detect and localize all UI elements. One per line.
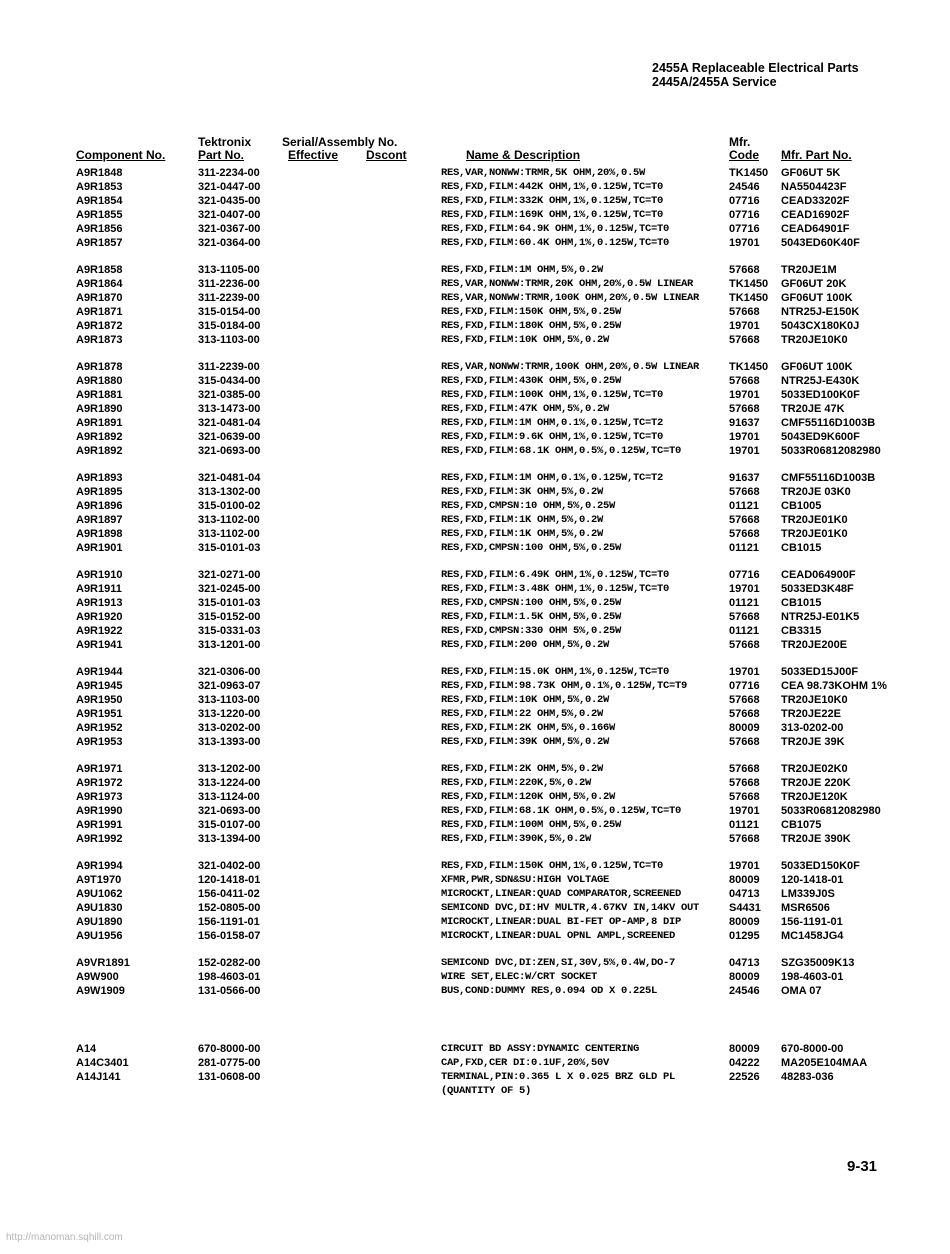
mfr-code: 07716 [729,680,760,692]
component-number: A9R1880 [76,375,123,387]
part-description: RES,FXD,FILM:150K OHM,1%,0.125W,TC=T0 [441,860,664,872]
part-description: SEMICOND DVC,DI:ZEN,SI,30V,5%,0.4W,DO-7 [441,957,676,969]
col-serial-assembly: Serial/Assembly No. [282,135,398,149]
part-description: MICROCKT,LINEAR:QUAD COMPARATOR,SCREENED [441,888,682,900]
part-description: RES,FXD,FILM:100K OHM,1%,0.125W,TC=T0 [441,389,664,401]
tektronix-part-number: 311-2239-00 [198,361,260,373]
mfr-part-number: TR20JE1M [781,264,837,276]
mfr-part-number: 313-0202-00 [781,722,844,734]
tektronix-part-number: 321-0402-00 [198,860,261,872]
mfr-code: 80009 [729,916,760,928]
tektronix-part-number: 321-0367-00 [198,223,261,235]
part-description: RES,FXD,FILM:390K,5%,0.2W [441,833,592,845]
mfr-part-number: TR20JE10K0 [781,694,848,706]
header-subtitle: 2445A/2455A Service [652,75,777,89]
tektronix-part-number: 321-0693-00 [198,805,261,817]
tektronix-part-number: 313-1124-00 [198,791,260,803]
tektronix-part-number: 321-0481-04 [198,417,261,429]
component-number: A9R1892 [76,445,123,457]
mfr-part-number: SZG35009K13 [781,957,855,969]
part-description: RES,FXD,CMPSN:10 OHM,5%,0.25W [441,500,616,512]
tektronix-part-number: 321-0963-07 [198,680,261,692]
tektronix-part-number: 313-0202-00 [198,722,261,734]
col-effective: Effective [288,148,339,162]
mfr-code: 57668 [729,334,760,346]
mfr-part-number: TR20JE 39K [781,736,845,748]
tektronix-part-number: 313-1201-00 [198,639,261,651]
mfr-part-number: CMF55116D1003B [781,417,876,429]
tektronix-part-number: 315-0331-03 [198,625,261,637]
part-description: RES,FXD,FILM:220K,5%,0.2W [441,777,592,789]
component-number: A9R1857 [76,237,123,249]
mfr-code: 19701 [729,237,760,249]
component-number: A9R1893 [76,472,123,484]
tektronix-part-number: 313-1224-00 [198,777,261,789]
mfr-code: 19701 [729,389,760,401]
component-number: A9R1864 [76,278,123,290]
tektronix-part-number: 131-0566-00 [198,985,261,997]
component-number: A9R1881 [76,389,123,401]
component-number: A9W1909 [76,985,125,997]
mfr-code: 80009 [729,722,760,734]
component-number: A9R1952 [76,722,123,734]
mfr-code: 24546 [729,181,760,193]
mfr-part-number: TR20JE 47K [781,403,845,415]
component-number: A9R1971 [76,763,123,775]
component-number: A9R1871 [76,306,123,318]
mfr-code: 80009 [729,874,760,886]
tektronix-part-number: 670-8000-00 [198,1043,261,1055]
tektronix-part-number: 313-1102-00 [198,528,260,540]
part-description: RES,FXD,FILM:9.6K OHM,1%,0.125W,TC=T0 [441,431,664,443]
mfr-part-number: 198-4603-01 [781,971,844,983]
mfr-part-number: CEAD16902F [781,209,850,221]
part-description: RES,VAR,NONWW:TRMR,100K OHM,20%,0.5W LINEAR [441,361,700,373]
col-name-description: Name & Description [466,148,581,162]
mfr-code: 57668 [729,403,760,415]
part-description: RES,FXD,FILM:430K OHM,5%,0.25W [441,375,622,387]
mfr-code: 57668 [729,833,760,845]
col-component-no: Component No. [76,148,166,162]
component-number: A9R1892 [76,431,123,443]
component-number: A9R1992 [76,833,123,845]
mfr-part-number: TR20JE 03K0 [781,486,851,498]
mfr-code: 01295 [729,930,760,942]
tektronix-part-number: 315-0184-00 [198,320,261,332]
mfr-part-number: CEA 98.73KOHM 1% [781,680,887,692]
mfr-code: 19701 [729,583,760,595]
col-part-no: Part No. [198,148,245,162]
part-description: RES,FXD,CMPSN:100 OHM,5%,0.25W [441,597,622,609]
mfr-part-number: 5043ED60K40F [781,237,860,249]
mfr-part-number: GF06UT 100K [781,292,853,304]
tektronix-part-number: 313-1473-00 [198,403,261,415]
tektronix-part-number: 313-1202-00 [198,763,261,775]
tektronix-part-number: 321-0693-00 [198,445,261,457]
part-description: RES,FXD,FILM:6.49K OHM,1%,0.125W,TC=T0 [441,569,670,581]
part-description: RES,FXD,FILM:1M OHM,5%,0.2W [441,264,604,276]
component-number: A9R1858 [76,264,123,276]
mfr-code: 57668 [729,694,760,706]
tektronix-part-number: 313-1102-00 [198,514,260,526]
tektronix-part-number: 313-1105-00 [198,264,260,276]
tektronix-part-number: 313-1103-00 [198,334,260,346]
component-number: A9R1848 [76,167,123,179]
mfr-code: 04713 [729,957,760,969]
mfr-code: 01121 [729,625,759,637]
component-number: A14J141 [76,1071,121,1083]
mfr-part-number: TR20JE22E [781,708,841,720]
mfr-part-number: CB1015 [781,542,822,554]
part-description: RES,FXD,FILM:10K OHM,5%,0.2W [441,694,610,706]
mfr-code: 01121 [729,597,759,609]
component-number: A9R1994 [76,860,123,872]
component-number: A9R1873 [76,334,123,346]
part-description: RES,FXD,FILM:100M OHM,5%,0.25W [441,819,622,831]
mfr-code: 91637 [729,417,760,429]
component-number: A9R1972 [76,777,123,789]
mfr-part-number: GF06UT 5K [781,167,841,179]
mfr-part-number: MA205E104MAA [781,1057,868,1069]
mfr-code: S4431 [729,902,761,914]
component-number: A9R1856 [76,223,123,235]
mfr-part-number: TR20JE01K0 [781,514,848,526]
watermark-url: http://manoman.sqhill.com [6,1232,123,1243]
tektronix-part-number: 315-0100-02 [198,500,261,512]
component-number: A9W900 [76,971,119,983]
mfr-part-number: CEAD064900F [781,569,856,581]
component-number: A9U1062 [76,888,123,900]
page-number: 9-31 [847,1158,878,1175]
component-number: A9R1990 [76,805,123,817]
mfr-part-number: 120-1418-01 [781,874,844,886]
mfr-part-number: OMA 07 [781,985,822,997]
tektronix-part-number: 321-0385-00 [198,389,261,401]
mfr-code: 07716 [729,195,760,207]
mfr-code: 07716 [729,223,760,235]
tektronix-part-number: 156-0158-07 [198,930,261,942]
col-mfr-part-no: Mfr. Part No. [781,148,852,162]
tektronix-part-number: 131-0608-00 [198,1071,261,1083]
tektronix-part-number: 313-1302-00 [198,486,261,498]
component-number: A9R1898 [76,528,123,540]
mfr-code: 57668 [729,306,760,318]
mfr-code: 57668 [729,791,760,803]
mfr-part-number: 5043CX180K0J [781,320,860,332]
tektronix-part-number: 315-0107-00 [198,819,261,831]
component-number: A9R1953 [76,736,123,748]
mfr-code: TK1450 [729,167,769,179]
part-description: RES,VAR,NONWW:TRMR,5K OHM,20%,0.5W [441,167,646,179]
component-number: A9R1922 [76,625,123,637]
tektronix-part-number: 313-1393-00 [198,736,261,748]
mfr-part-number: NTR25J-E150K [781,306,860,318]
component-number: A9R1920 [76,611,123,623]
component-number: A9U1830 [76,902,123,914]
tektronix-part-number: 313-1220-00 [198,708,261,720]
part-description: RES,FXD,FILM:332K OHM,1%,0.125W,TC=T0 [441,195,664,207]
component-number: A9R1944 [76,666,123,678]
mfr-part-number: CEAD64901F [781,223,850,235]
tektronix-part-number: 311-2234-00 [198,167,260,179]
page-header [652,61,859,89]
component-number: A9T1970 [76,874,122,886]
mfr-part-number: TR20JE10K0 [781,334,848,346]
part-description: RES,VAR,NONWW:TRMR,20K OHM,20%,0.5W LINEAR [441,278,694,290]
mfr-part-number: CB3315 [781,625,822,637]
header-title: 2455A Replaceable Electrical Parts [652,61,859,75]
col-dscont: Dscont [366,148,407,162]
mfr-code: 07716 [729,209,760,221]
part-description: RES,FXD,CMPSN:330 OHM 5%,0.25W [441,625,622,637]
mfr-code: 91637 [729,472,760,484]
mfr-part-number: 156-1191-01 [781,916,843,928]
mfr-part-number: TR20JE 220K [781,777,851,789]
col-tektronix: Tektronix [198,135,252,149]
mfr-part-number: 5033ED150K0F [781,860,860,872]
mfr-part-number: NA5504423F [781,181,847,193]
component-number: A9R1855 [76,209,123,221]
part-description: RES,FXD,FILM:22 OHM,5%,0.2W [441,708,604,720]
component-number: A9R1941 [76,639,123,651]
col-mfr: Mfr. [729,135,751,149]
part-description: RES,FXD,FILM:1K OHM,5%,0.2W [441,528,604,540]
mfr-code: 57668 [729,264,760,276]
tektronix-part-number: 321-0364-00 [198,237,261,249]
part-description: RES,FXD,FILM:68.1K OHM,0.5%,0.125W,TC=T0 [441,445,682,457]
part-description: RES,FXD,FILM:2K OHM,5%,0.2W [441,763,604,775]
part-description: RES,FXD,FILM:180K OHM,5%,0.25W [441,320,622,332]
component-number: A9R1891 [76,417,123,429]
mfr-part-number: TR20JE01K0 [781,528,848,540]
component-number: A14C3401 [76,1057,129,1069]
component-number: A9R1854 [76,195,123,207]
mfr-code: 19701 [729,666,760,678]
part-description: MICROCKT,LINEAR:DUAL OPNL AMPL,SCREENED [441,930,676,942]
part-description: XFMR,PWR,SDN&SU:HIGH VOLTAGE [441,874,610,886]
component-number: A9R1991 [76,819,123,831]
component-number: A9R1890 [76,403,123,415]
mfr-code: 80009 [729,971,760,983]
mfr-code: TK1450 [729,361,769,373]
part-description: RES,FXD,CMPSN:100 OHM,5%,0.25W [441,542,622,554]
part-description: RES,FXD,FILM:169K OHM,1%,0.125W,TC=T0 [441,209,664,221]
tektronix-part-number: 315-0434-00 [198,375,261,387]
mfr-code: 01121 [729,819,759,831]
tektronix-part-number: 311-2236-00 [198,278,260,290]
component-number: A14 [76,1043,97,1055]
tektronix-part-number: 315-0152-00 [198,611,261,623]
part-description: RES,FXD,FILM:98.73K OHM,0.1%,0.125W,TC=T9 [441,680,688,692]
tektronix-part-number: 313-1103-00 [198,694,260,706]
part-description: RES,FXD,FILM:10K OHM,5%,0.2W [441,334,610,346]
part-description: RES,FXD,FILM:150K OHM,5%,0.25W [441,306,622,318]
mfr-part-number: 5043ED9K600F [781,431,860,443]
mfr-part-number: 5033R06812082980 [781,445,881,457]
mfr-code: 57668 [729,736,760,748]
mfr-code: 19701 [729,431,760,443]
component-number: A9R1951 [76,708,123,720]
part-description: RES,FXD,FILM:64.9K OHM,1%,0.125W,TC=T0 [441,223,670,235]
mfr-code: 19701 [729,445,760,457]
component-number: A9R1913 [76,597,123,609]
component-number: A9R1878 [76,361,123,373]
part-description: RES,FXD,FILM:1M OHM,0.1%,0.125W,TC=T2 [441,472,664,484]
tektronix-part-number: 313-1394-00 [198,833,261,845]
mfr-code: 57668 [729,528,760,540]
mfr-code: 19701 [729,320,760,332]
mfr-code: 57668 [729,763,760,775]
part-description: RES,FXD,FILM:68.1K OHM,0.5%,0.125W,TC=T0 [441,805,682,817]
mfr-code: 57668 [729,611,760,623]
mfr-code: 57668 [729,777,760,789]
component-number: A9R1870 [76,292,123,304]
col-code: Code [729,148,759,162]
mfr-code: 19701 [729,860,760,872]
tektronix-part-number: 152-0282-00 [198,957,261,969]
component-number: A9R1910 [76,569,123,581]
component-number: A9U1890 [76,916,123,928]
part-description: RES,FXD,FILM:47K OHM,5%,0.2W [441,403,610,415]
part-description: RES,FXD,FILM:200 OHM,5%,0.2W [441,639,610,651]
tektronix-part-number: 321-0639-00 [198,431,261,443]
mfr-part-number: NTR25J-E430K [781,375,860,387]
mfr-part-number: 5033R06812082980 [781,805,881,817]
part-description: RES,FXD,FILM:442K OHM,1%,0.125W,TC=T0 [441,181,664,193]
tektronix-part-number: 321-0481-04 [198,472,261,484]
part-description: RES,VAR,NONWW:TRMR,100K OHM,20%,0.5W LINEAR [441,292,700,304]
tektronix-part-number: 198-4603-01 [198,971,261,983]
part-description: RES,FXD,FILM:2K OHM,5%,0.166W [441,722,616,734]
part-description: RES,FXD,FILM:15.0K OHM,1%,0.125W,TC=T0 [441,666,670,678]
part-description: WIRE SET,ELEC:W/CRT SOCKET [441,971,598,983]
tektronix-part-number: 281-0775-00 [198,1057,261,1069]
tektronix-part-number: 120-1418-01 [198,874,261,886]
mfr-part-number: GF06UT 20K [781,278,847,290]
mfr-code: TK1450 [729,292,769,304]
mfr-part-number: TR20JE200E [781,639,848,651]
tektronix-part-number: 321-0435-00 [198,195,261,207]
tektronix-part-number: 315-0154-00 [198,306,261,318]
tektronix-part-number: 315-0101-03 [198,542,261,554]
part-description: RES,FXD,FILM:120K OHM,5%,0.2W [441,791,616,803]
mfr-code: 57668 [729,486,760,498]
tektronix-part-number: 315-0101-03 [198,597,261,609]
part-description: RES,FXD,FILM:39K OHM,5%,0.2W [441,736,610,748]
tektronix-part-number: 321-0271-00 [198,569,261,581]
component-number: A9R1973 [76,791,123,803]
mfr-part-number: 670-8000-00 [781,1043,844,1055]
part-description: CIRCUIT BD ASSY:DYNAMIC CENTERING [441,1043,640,1055]
component-number: A9R1895 [76,486,123,498]
mfr-code: 04713 [729,888,760,900]
mfr-part-number: GF06UT 100K [781,361,853,373]
part-description: RES,FXD,FILM:1M OHM,0.1%,0.125W,TC=T2 [441,417,664,429]
mfr-code: TK1450 [729,278,769,290]
part-description: BUS,COND:DUMMY RES,0.094 OD X 0.225L [441,985,658,997]
mfr-code: 57668 [729,375,760,387]
mfr-code: 57668 [729,639,760,651]
mfr-part-number: LM339J0S [781,888,835,900]
mfr-code: 80009 [729,1043,760,1055]
part-description: RES,FXD,FILM:60.4K OHM,1%,0.125W,TC=T0 [441,237,670,249]
mfr-part-number: MSR6506 [781,902,830,914]
mfr-part-number: TR20JE 390K [781,833,851,845]
component-number: A9R1950 [76,694,123,706]
tektronix-part-number: 156-0411-02 [198,888,260,900]
component-number: A9R1911 [76,583,122,595]
mfr-code: 19701 [729,805,760,817]
mfr-part-number: CEAD33202F [781,195,850,207]
mfr-part-number: NTR25J-E01K5 [781,611,860,623]
tektronix-part-number: 321-0407-00 [198,209,261,221]
mfr-part-number: 48283-036 [781,1071,834,1083]
component-number: A9R1872 [76,320,123,332]
mfr-code: 22526 [729,1071,760,1083]
part-description: RES,FXD,FILM:1K OHM,5%,0.2W [441,514,604,526]
part-description: TERMINAL,PIN:0.365 L X 0.025 BRZ GLD PL [441,1071,676,1083]
component-number: A9R1853 [76,181,123,193]
tektronix-part-number: 321-0245-00 [198,583,261,595]
component-number: A9R1896 [76,500,123,512]
mfr-part-number: CB1005 [781,500,822,512]
part-description: RES,FXD,FILM:3.48K OHM,1%,0.125W,TC=T0 [441,583,670,595]
mfr-part-number: 5033ED100K0F [781,389,860,401]
tektronix-part-number: 156-1191-01 [198,916,260,928]
mfr-code: 01121 [729,500,759,512]
part-description: MICROCKT,LINEAR:DUAL BI-FET OP-AMP,8 DIP [441,916,682,928]
tektronix-part-number: 321-0306-00 [198,666,261,678]
mfr-code: 57668 [729,708,760,720]
mfr-code: 24546 [729,985,760,997]
part-description: RES,FXD,FILM:1.5K OHM,5%,0.25W [441,611,622,623]
mfr-code: 01121 [729,542,759,554]
mfr-part-number: CB1075 [781,819,822,831]
component-number: A9R1897 [76,514,123,526]
mfr-code: 07716 [729,569,760,581]
mfr-part-number: CMF55116D1003B [781,472,876,484]
mfr-part-number: CB1015 [781,597,822,609]
component-number: A9R1945 [76,680,123,692]
tektronix-part-number: 321-0447-00 [198,181,261,193]
component-number: A9R1901 [76,542,123,554]
component-number: A9U1956 [76,930,123,942]
part-description: SEMICOND DVC,DI:HV MULTR,4.67KV IN,14KV OUT [441,902,700,914]
mfr-code: 04222 [729,1057,760,1069]
mfr-part-number: MC1458JG4 [781,930,844,942]
tektronix-part-number: 311-2239-00 [198,292,260,304]
part-description: RES,FXD,FILM:3K OHM,5%,0.2W [441,486,604,498]
part-description: (QUANTITY OF 5) [441,1085,532,1097]
component-number: A9VR1891 [76,957,130,969]
part-description: CAP,FXD,CER DI:0.1UF,20%,50V [441,1057,610,1069]
mfr-part-number: TR20JE120K [781,791,848,803]
mfr-part-number: 5033ED15J00F [781,666,859,678]
mfr-code: 57668 [729,514,760,526]
mfr-part-number: TR20JE02K0 [781,763,848,775]
mfr-part-number: 5033ED3K48F [781,583,854,595]
tektronix-part-number: 152-0805-00 [198,902,261,914]
